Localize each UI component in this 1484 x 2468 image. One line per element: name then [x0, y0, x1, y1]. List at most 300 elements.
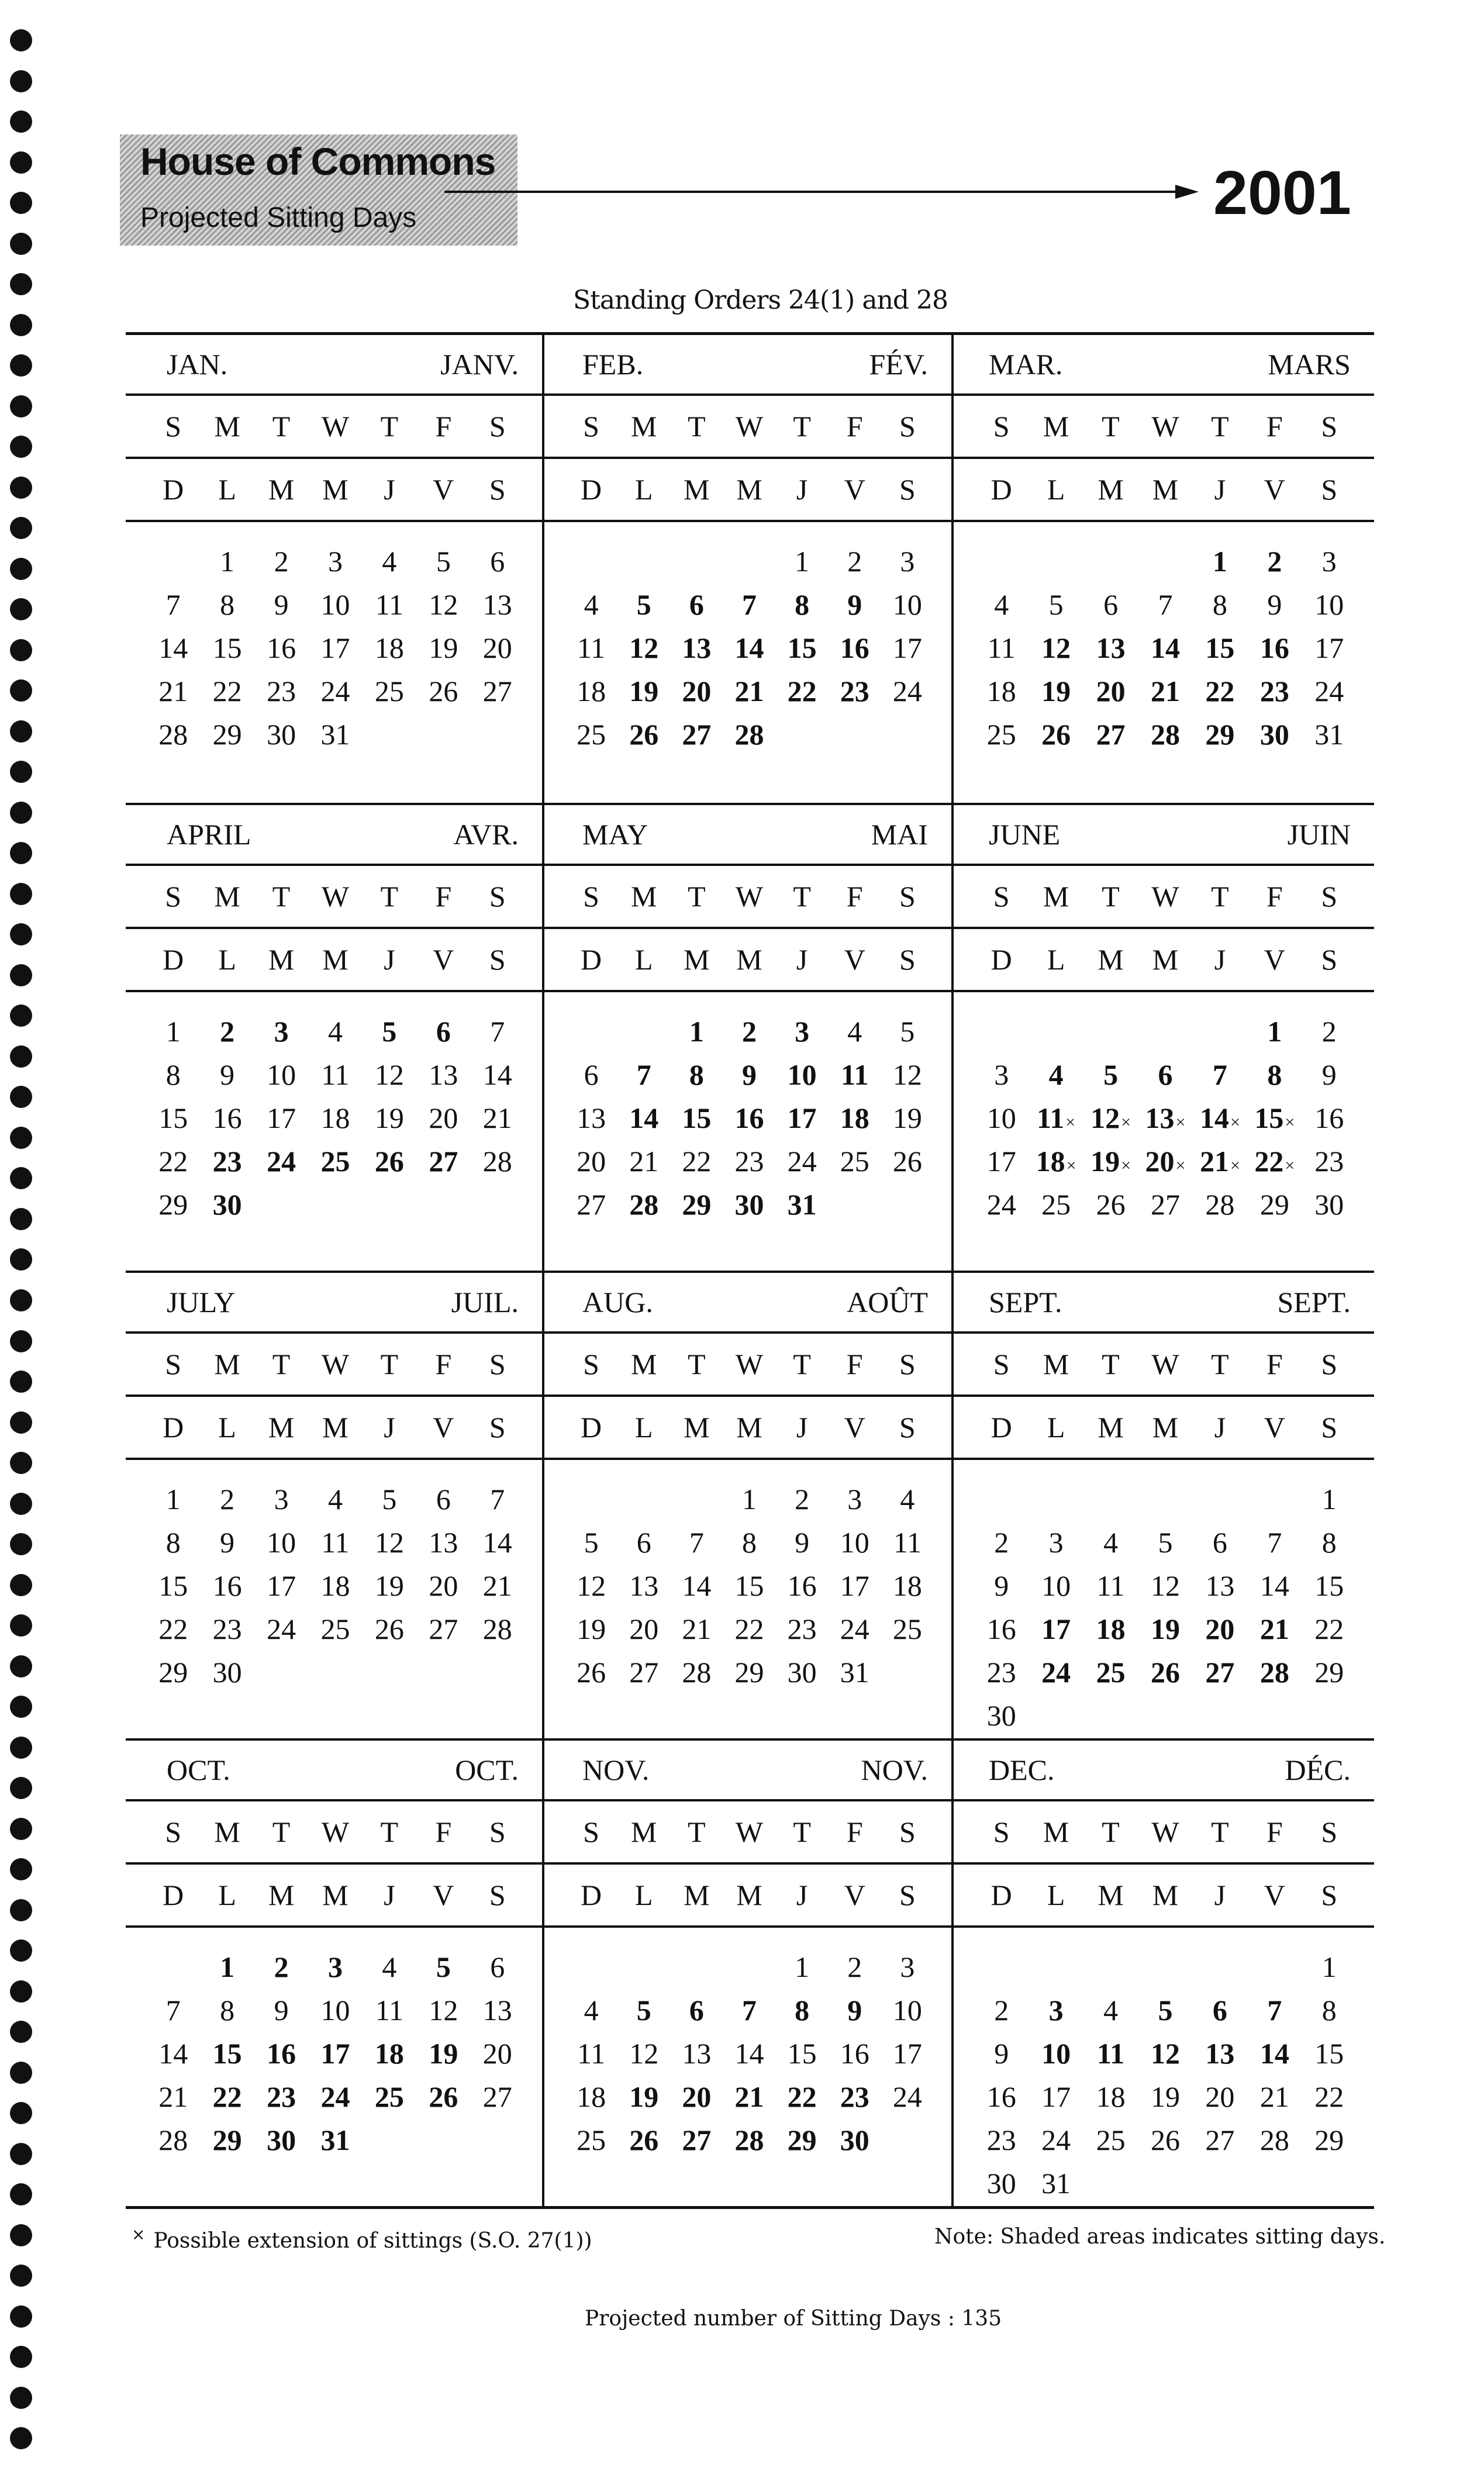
day-cell: 2 — [847, 545, 862, 578]
month-header — [544, 335, 951, 396]
day-cell: 9 — [795, 1526, 810, 1559]
weekday-label: M — [630, 1348, 657, 1380]
month-name-en: OCT. — [167, 1754, 230, 1786]
day-cell: 14 — [482, 1058, 512, 1091]
weekday-label: T — [380, 1815, 399, 1848]
month-header — [544, 1741, 951, 1801]
day-cell: 7 — [490, 1015, 505, 1048]
binding-hole — [10, 1208, 32, 1230]
day-cell: 22 — [682, 1145, 712, 1178]
binding-hole — [10, 1452, 32, 1474]
day-cell: 23 — [986, 2124, 1016, 2156]
binding-hole — [10, 598, 32, 620]
day-cell: 9 — [741, 1058, 757, 1091]
day-cell: 13 — [482, 588, 512, 621]
binding-hole — [10, 2062, 32, 2084]
day-cell: 12 — [1041, 631, 1071, 664]
weekday-label: M — [214, 880, 240, 913]
weekday-label: V — [1264, 943, 1285, 976]
day-cell: 12 — [577, 1569, 606, 1602]
month-name-en: MAR. — [989, 348, 1063, 381]
day-cell: 4 — [1048, 1058, 1064, 1091]
day-cell: 19 — [629, 675, 659, 707]
day-cell: 9 — [220, 1526, 235, 1559]
day-cell: 17 — [1041, 1613, 1071, 1645]
month-header — [126, 805, 542, 866]
day-cell: 7 — [165, 1994, 181, 2027]
weekday-row-fr — [954, 929, 1374, 992]
weekday-label: S — [165, 880, 182, 913]
day-cell: 5 — [636, 1994, 651, 2027]
weekday-row-en — [126, 1334, 542, 1397]
day-cell: 21 — [734, 675, 764, 707]
day-cell: 2 — [274, 1951, 289, 1983]
day-cell: 4 — [847, 1015, 862, 1048]
binding-hole — [10, 1330, 32, 1352]
weekday-label: S — [1321, 1879, 1338, 1911]
binding-hole — [10, 720, 32, 743]
weekday-label: V — [844, 1879, 865, 1911]
weekday-row-fr — [544, 459, 951, 522]
month-name-fr: FÉV. — [869, 348, 928, 381]
day-cell: 13 — [482, 1994, 512, 2027]
day-cell: 11 — [577, 2037, 606, 2070]
weekday-label: M — [214, 410, 240, 443]
day-cell: 25 — [1096, 2124, 1126, 2156]
day-cell: 11 — [841, 1058, 869, 1091]
weekday-label: V — [1264, 1879, 1285, 1911]
weekday-label: M — [1098, 943, 1124, 976]
binding-hole — [10, 192, 32, 214]
day-cell: 20 × — [1138, 1144, 1192, 1178]
day-cell: 7 — [636, 1058, 651, 1091]
binding-hole — [10, 1493, 32, 1515]
spiral-binding — [4, 29, 39, 2450]
day-cell: 2 — [994, 1526, 1009, 1559]
day-cell: 20 — [429, 1102, 458, 1134]
weekday-label: S — [899, 1411, 916, 1444]
day-cell: 7 — [1158, 588, 1173, 621]
weekday-label: S — [489, 1348, 506, 1380]
day-cell: 14 — [482, 1526, 512, 1559]
weekday-row-fr — [126, 1865, 542, 1928]
weekday-label: T — [1211, 1815, 1229, 1848]
day-cell: 28 — [158, 2124, 188, 2156]
day-cell: 5 — [636, 588, 651, 621]
day-cell: 6 — [436, 1483, 451, 1516]
day-cell: 19 — [892, 1102, 922, 1134]
day-cell: 2 — [1267, 545, 1282, 578]
day-cell: 1 — [1212, 545, 1227, 578]
month-block — [542, 1271, 951, 1738]
day-cell: 1 — [741, 1483, 757, 1516]
weekday-label: D — [581, 943, 602, 976]
month-block — [126, 803, 542, 1271]
day-cell: 17 — [320, 631, 350, 664]
day-cell: 8 — [220, 588, 235, 621]
weekday-label: L — [218, 473, 236, 506]
day-cell: 22 — [1205, 675, 1235, 707]
day-cell: 15 — [1314, 1569, 1344, 1602]
day-cell: 10 — [892, 1994, 922, 2027]
day-cell: 14 — [158, 2037, 188, 2070]
day-cell: 2 — [994, 1994, 1009, 2027]
binding-hole — [10, 1289, 32, 1311]
day-grid — [126, 522, 542, 756]
day-cell: 25 — [577, 2124, 606, 2156]
month-header — [126, 1741, 542, 1801]
weekday-label: S — [489, 410, 506, 443]
weekday-label: S — [899, 1879, 916, 1911]
month-block — [126, 1271, 542, 1738]
weekday-label: M — [736, 1879, 762, 1911]
weekday-label: S — [1321, 473, 1338, 506]
weekday-label: M — [684, 473, 710, 506]
binding-hole — [10, 29, 32, 51]
day-cell: 25 — [986, 718, 1016, 751]
month-name-en: MAY — [582, 818, 648, 851]
day-cell: 7 — [741, 588, 757, 621]
month-name-fr: AOÛT — [847, 1286, 928, 1318]
day-cell: 15 — [158, 1569, 188, 1602]
day-cell: 28 — [734, 2124, 764, 2156]
day-cell: 31 — [320, 2124, 350, 2156]
day-cell: 12 — [1150, 1569, 1180, 1602]
day-cell: 30 — [267, 718, 296, 751]
day-cell: 16 — [267, 2037, 296, 2070]
day-cell: 24 — [320, 675, 350, 707]
binding-hole — [10, 883, 32, 905]
day-cell: 5 — [1158, 1994, 1173, 2027]
weekday-label: F — [846, 1348, 863, 1380]
day-cell: 29 — [682, 1188, 712, 1221]
day-cell: 3 — [1048, 1994, 1064, 2027]
day-grid — [126, 992, 542, 1226]
day-cell: 13 — [682, 2037, 712, 2070]
day-cell: 25 — [840, 1145, 869, 1178]
page-title: House of Commons — [140, 140, 496, 183]
day-cell: 11 — [1096, 1569, 1125, 1602]
day-cell: 11 — [893, 1526, 922, 1559]
day-cell: 31 — [840, 1656, 869, 1689]
day-cell: 20 — [482, 2037, 512, 2070]
day-cell: 7 — [490, 1483, 505, 1516]
day-cell: 18 — [577, 2080, 606, 2113]
weekday-label: L — [634, 943, 653, 976]
weekday-label: J — [384, 943, 395, 976]
day-cell: 3 — [1321, 545, 1337, 578]
weekday-label: D — [163, 1411, 184, 1444]
month-name-en: SEPT. — [989, 1286, 1062, 1318]
day-cell: 20 — [577, 1145, 606, 1178]
day-cell: 21 — [1259, 1613, 1289, 1645]
day-cell: 8 — [1321, 1526, 1337, 1559]
day-cell: 20 — [629, 1613, 659, 1645]
month-name-en: APRIL — [167, 818, 251, 851]
weekday-label: S — [993, 410, 1010, 443]
day-cell: 7 — [1267, 1526, 1282, 1559]
footnote — [132, 2225, 592, 2253]
day-cell: 27 — [577, 1188, 606, 1221]
binding-hole — [10, 761, 32, 783]
day-cell: 12 — [629, 631, 659, 664]
day-cell: 28 — [734, 718, 764, 751]
day-cell: 23 — [212, 1613, 242, 1645]
month-block — [951, 803, 1374, 1271]
day-cell: 11 — [577, 631, 606, 664]
day-cell: 31 — [320, 718, 350, 751]
weekday-label: S — [993, 1348, 1010, 1380]
day-cell: 30 — [986, 2167, 1016, 2200]
weekday-label: S — [165, 1815, 182, 1848]
day-cell: 25 — [374, 675, 404, 707]
day-cell: 1 — [1321, 1483, 1337, 1516]
day-cell: 23 — [840, 675, 869, 707]
weekday-label: S — [1321, 1348, 1338, 1380]
day-cell: 26 — [892, 1145, 922, 1178]
calendar-grid — [126, 332, 1374, 2209]
day-cell: 24 — [320, 2080, 350, 2113]
day-cell: 6 — [689, 588, 704, 621]
day-cell: 18 — [840, 1102, 869, 1134]
day-cell: 18 — [986, 675, 1016, 707]
month-block — [126, 335, 542, 803]
month-name-fr: NOV. — [861, 1754, 928, 1786]
weekday-label: T — [272, 1815, 291, 1848]
day-cell: 12 — [429, 588, 458, 621]
weekday-label: F — [435, 1815, 452, 1848]
day-grid — [954, 1928, 1374, 2205]
day-cell: 13 — [429, 1058, 458, 1091]
day-cell: 5 — [436, 545, 451, 578]
day-cell: 27 — [429, 1145, 458, 1178]
month-block — [951, 1271, 1374, 1738]
weekday-label: S — [489, 1879, 506, 1911]
weekday-label: D — [581, 473, 602, 506]
weekday-label: L — [218, 1879, 236, 1911]
day-cell: 27 — [1150, 1188, 1180, 1221]
day-cell: 6 — [490, 1951, 505, 1983]
day-cell: 16 — [1314, 1102, 1344, 1134]
weekday-label: J — [384, 473, 395, 506]
day-cell: 23 — [787, 1613, 817, 1645]
day-cell: 7 — [1267, 1994, 1282, 2027]
day-cell: 5 — [1103, 1058, 1119, 1091]
day-cell: 10 — [267, 1526, 296, 1559]
binding-hole — [10, 2346, 32, 2368]
day-cell: 22 — [1314, 2080, 1344, 2113]
month-header — [544, 1273, 951, 1334]
weekday-label: F — [435, 410, 452, 443]
month-header — [954, 1741, 1374, 1801]
weekday-label: T — [688, 1348, 706, 1380]
month-name-fr: JUIL. — [451, 1286, 519, 1318]
day-cell: 3 — [274, 1015, 289, 1048]
day-cell: 29 — [1314, 1656, 1344, 1689]
day-cell: 1 — [1321, 1951, 1337, 1983]
weekday-label: L — [218, 943, 236, 976]
weekday-label: V — [433, 1411, 454, 1444]
binding-hole — [10, 2427, 32, 2449]
weekday-label: S — [583, 1815, 599, 1848]
day-cell: 23 — [986, 1656, 1016, 1689]
month-name-en: AUG. — [582, 1286, 653, 1318]
projected-sitting-days: Projected number of Sitting Days : 135 — [585, 2307, 1002, 2331]
day-cell: 26 — [1150, 1656, 1180, 1689]
day-cell: 26 — [374, 1145, 404, 1178]
day-cell: 19 — [429, 2037, 458, 2070]
weekday-label: S — [489, 1411, 506, 1444]
day-grid — [126, 1460, 542, 1694]
weekday-row-en — [954, 396, 1374, 459]
weekday-label: T — [1102, 880, 1120, 913]
weekday-label: D — [163, 473, 184, 506]
binding-hole — [10, 1655, 32, 1677]
day-cell: 6 — [490, 545, 505, 578]
day-cell: 19 — [429, 631, 458, 664]
weekday-label: M — [736, 1411, 762, 1444]
day-cell: 17 — [892, 631, 922, 664]
day-cell: 26 — [429, 675, 458, 707]
day-grid — [544, 992, 951, 1226]
day-cell: 6 — [1158, 1058, 1173, 1091]
month-header — [954, 805, 1374, 866]
day-cell: 24 — [1314, 675, 1344, 707]
day-cell: 12 — [374, 1058, 404, 1091]
day-cell: 27 — [629, 1656, 659, 1689]
binding-hole — [10, 273, 32, 295]
day-cell: 5 — [584, 1526, 599, 1559]
weekday-label: T — [688, 1815, 706, 1848]
day-cell: 25 — [374, 2080, 404, 2113]
day-cell: 12 — [892, 1058, 922, 1091]
month-name-en: DEC. — [989, 1754, 1055, 1786]
weekday-label: S — [899, 1348, 916, 1380]
day-cell: 28 — [682, 1656, 712, 1689]
day-cell: 3 — [900, 545, 915, 578]
binding-hole — [10, 151, 32, 174]
day-cell: 18 — [577, 675, 606, 707]
day-grid — [954, 992, 1374, 1226]
binding-hole — [10, 639, 32, 661]
weekday-label: D — [991, 473, 1012, 506]
day-cell: 25 — [892, 1613, 922, 1645]
day-cell: 15 × — [1247, 1101, 1302, 1135]
day-cell: 23 — [212, 1145, 242, 1178]
day-cell: 28 — [1150, 718, 1180, 751]
day-cell: 18 — [1096, 1613, 1126, 1645]
month-header — [544, 805, 951, 866]
day-cell: 25 — [320, 1145, 350, 1178]
shading-note: Note: Shaded areas indicates sitting days. — [934, 2225, 1386, 2249]
binding-hole — [10, 1045, 32, 1068]
day-cell: 23 — [840, 2080, 869, 2113]
day-cell: 2 — [274, 545, 289, 578]
weekday-label: T — [1102, 1815, 1120, 1848]
day-cell: 4 — [327, 1483, 343, 1516]
weekday-label: S — [1321, 880, 1338, 913]
day-cell: 23 — [734, 1145, 764, 1178]
weekday-row-fr — [126, 459, 542, 522]
day-cell: 26 — [1150, 2124, 1180, 2156]
weekday-label: W — [321, 1348, 350, 1380]
weekday-label: M — [1152, 1411, 1179, 1444]
day-cell: 28 — [158, 718, 188, 751]
weekday-label: M — [1098, 1879, 1124, 1911]
weekday-label: J — [1214, 473, 1226, 506]
weekday-label: J — [796, 1879, 808, 1911]
binding-hole — [10, 436, 32, 458]
binding-hole — [10, 842, 32, 864]
day-cell: 19 × — [1083, 1144, 1138, 1178]
day-cell: 22 — [212, 675, 242, 707]
weekday-label: S — [899, 1815, 916, 1848]
day-cell: 22 — [734, 1613, 764, 1645]
weekday-label: J — [1214, 943, 1226, 976]
day-cell: 12 — [629, 2037, 659, 2070]
month-block — [951, 1738, 1374, 2206]
weekday-label: M — [268, 473, 295, 506]
weekday-row-en — [126, 866, 542, 929]
binding-hole — [10, 354, 32, 377]
day-cell: 16 — [267, 631, 296, 664]
weekday-label: L — [218, 1411, 236, 1444]
day-cell: 14 — [1259, 2037, 1289, 2070]
year-label: 2001 — [1213, 158, 1351, 227]
day-cell: 9 — [1321, 1058, 1337, 1091]
binding-hole — [10, 679, 32, 702]
weekday-label: S — [899, 473, 916, 506]
binding-hole — [10, 2387, 32, 2409]
weekday-label: W — [735, 1815, 764, 1848]
day-cell: 4 — [382, 545, 397, 578]
month-block — [951, 335, 1374, 803]
weekday-label: V — [1264, 473, 1285, 506]
weekday-label: W — [735, 1348, 764, 1380]
day-cell: 10 — [1314, 588, 1344, 621]
binding-hole — [10, 1777, 32, 1799]
day-cell: 21 — [682, 1613, 712, 1645]
day-cell: 19 — [374, 1102, 404, 1134]
weekday-label: M — [268, 1879, 295, 1911]
day-cell: 28 — [482, 1613, 512, 1645]
weekday-label: V — [433, 473, 454, 506]
day-cell: 10 — [320, 1994, 350, 2027]
binding-hole — [10, 2265, 32, 2287]
day-cell: 28 — [1205, 1188, 1235, 1221]
weekday-label: T — [1211, 410, 1229, 443]
day-cell: 16 — [840, 631, 869, 664]
binding-hole — [10, 1899, 32, 1921]
day-cell: 5 — [436, 1951, 451, 1983]
day-cell: 12 — [1150, 2037, 1180, 2070]
day-cell: 9 — [220, 1058, 235, 1091]
day-cell: 6 — [1212, 1526, 1227, 1559]
weekday-label: M — [322, 1879, 348, 1911]
day-cell: 1 — [795, 1951, 810, 1983]
day-cell: 7 — [689, 1526, 704, 1559]
month-block — [542, 803, 951, 1271]
weekday-label: M — [684, 943, 710, 976]
day-cell: 16 — [787, 1569, 817, 1602]
day-cell: 30 — [1314, 1188, 1344, 1221]
day-cell: 11 — [375, 1994, 403, 2027]
day-grid — [544, 1460, 951, 1694]
weekday-label: T — [793, 410, 811, 443]
weekday-label: J — [384, 1879, 395, 1911]
month-name-en: JUNE — [989, 818, 1061, 851]
binding-hole — [10, 1248, 32, 1271]
